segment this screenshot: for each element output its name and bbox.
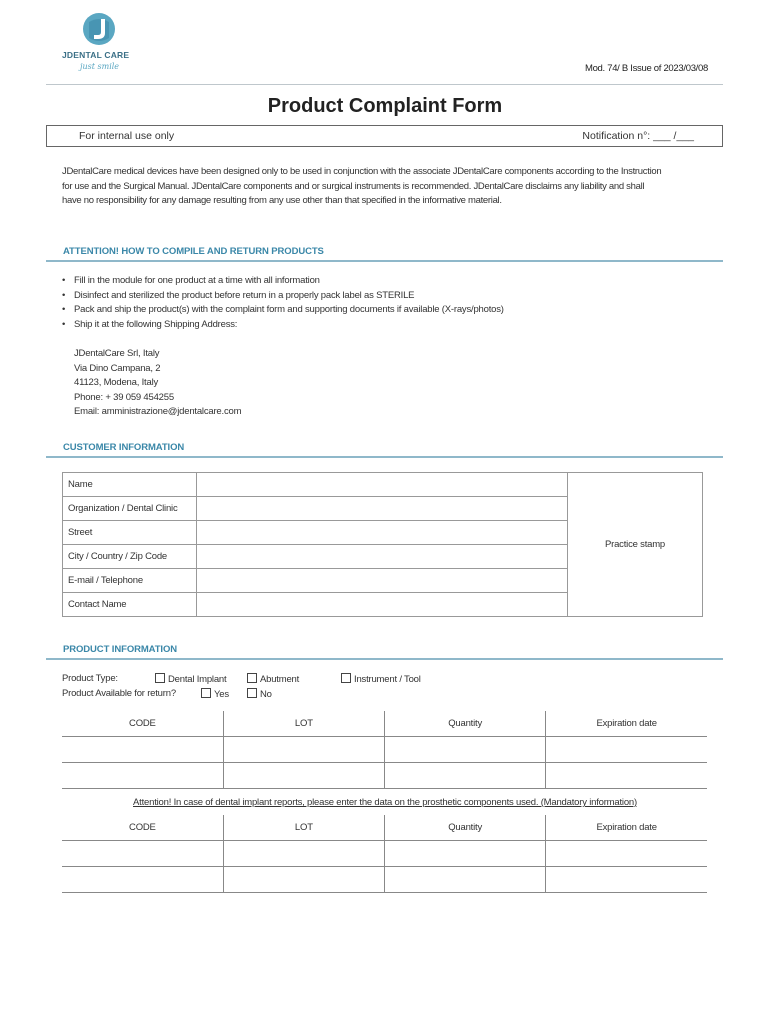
dental-implant-checkbox[interactable]: Dental Implant [155, 673, 226, 685]
abutment-checkbox[interactable]: Abutment [247, 673, 299, 685]
lot-cell[interactable] [223, 841, 384, 867]
header-divider [46, 84, 723, 85]
address-email: Email: amministrazione@jdentalcare.com [74, 406, 242, 418]
prosthetic-code-table [62, 815, 707, 893]
quantity-cell[interactable] [385, 867, 546, 893]
intro-paragraph: JDentalCare medical devices have been designed only to be used in conjunction with the associate JDentalCare components according to the Instruction for use and the Surgical Manual. JDentalCare components and or surgical instruments is recommended. JDentalCare disclaims any liability and shall have no responsibility for any damage resulting from any use other than that specified in the informative material. [62, 166, 662, 207]
list-item: • Fill in the module for one product at a time with all information [62, 274, 504, 289]
jdental-logo-icon [81, 12, 117, 46]
howto-section-title: ATTENTION! HOW TO COMPILE AND RETURN PRODUCTS [63, 246, 324, 257]
brand-tagline: just smile [80, 62, 120, 71]
field-label-contact: Contact Name [63, 593, 197, 617]
address-street: Via Dino Campana, 2 [74, 362, 161, 374]
lot-cell[interactable] [223, 867, 384, 893]
product-section-title: PRODUCT INFORMATION [63, 644, 178, 655]
code-cell[interactable] [62, 841, 223, 867]
table-row [62, 841, 707, 867]
list-item: • Ship it at the following Shipping Address: [62, 318, 504, 333]
organization-field[interactable] [197, 497, 568, 521]
address-city: 41123, Modena, Italy [74, 377, 159, 389]
product-type-label: Product Type: [62, 673, 118, 684]
document-code: Mod. 74/ B Issue of 2023/03/08 [584, 63, 708, 74]
checkbox-icon [247, 673, 257, 683]
lot-cell[interactable] [223, 737, 384, 763]
internal-use-label: For internal use only [79, 130, 175, 142]
instrument-tool-checkbox[interactable]: Instrument / Tool [341, 673, 421, 685]
customer-section-divider [46, 456, 723, 458]
brand-name: JDENTAL CARE [62, 50, 130, 60]
checkbox-icon [341, 673, 351, 683]
expiration-cell[interactable] [546, 763, 707, 789]
howto-steps-list [62, 274, 504, 332]
customer-section-title: CUSTOMER INFORMATION [63, 442, 185, 453]
expiration-cell[interactable] [546, 737, 707, 763]
howto-section-divider [46, 260, 723, 262]
column-header-lot: LOT [223, 815, 384, 841]
table-header-row [62, 815, 707, 841]
code-cell[interactable] [62, 867, 223, 893]
column-header-expiration: Expiration date [546, 711, 707, 737]
practice-stamp-area[interactable]: Practice stamp [568, 473, 703, 617]
field-label-street: Street [63, 521, 197, 545]
column-header-expiration: Expiration date [546, 815, 707, 841]
table-row [62, 867, 707, 893]
table-row [63, 473, 703, 497]
product-section-divider [46, 658, 723, 660]
lot-cell[interactable] [223, 763, 384, 789]
available-for-return-label: Product Available for return? [62, 688, 176, 699]
shipping-address [74, 347, 241, 420]
checkbox-icon [247, 688, 257, 698]
list-item: • Disinfect and sterilized the product before return in a properly pack label as STERILE [62, 289, 504, 304]
column-header-quantity: Quantity [385, 711, 546, 737]
page-title: Product Complaint Form [267, 95, 503, 117]
table-row [62, 763, 707, 789]
available-no-checkbox[interactable]: No [247, 688, 272, 700]
internal-use-box [46, 125, 723, 147]
email-telephone-field[interactable] [197, 569, 568, 593]
product-code-table [62, 711, 707, 789]
code-cell[interactable] [62, 763, 223, 789]
list-item: • Pack and ship the product(s) with the complaint form and supporting documents if available (X-rays/photos) [62, 303, 504, 318]
city-country-zip-field[interactable] [197, 545, 568, 569]
expiration-cell[interactable] [546, 867, 707, 893]
available-yes-checkbox[interactable]: Yes [201, 688, 229, 700]
company-logo [58, 12, 148, 76]
code-cell[interactable] [62, 737, 223, 763]
expiration-cell[interactable] [546, 841, 707, 867]
column-header-code: CODE [62, 815, 223, 841]
quantity-cell[interactable] [385, 763, 546, 789]
quantity-cell[interactable] [385, 737, 546, 763]
column-header-quantity: Quantity [385, 815, 546, 841]
name-field[interactable] [197, 473, 568, 497]
notification-number-field[interactable]: Notification n°: ___ /___ [582, 130, 694, 142]
table-header-row [62, 711, 707, 737]
contact-name-field[interactable] [197, 593, 568, 617]
quantity-cell[interactable] [385, 841, 546, 867]
field-label-email: E-mail / Telephone [63, 569, 197, 593]
checkbox-icon [155, 673, 165, 683]
column-header-code: CODE [62, 711, 223, 737]
address-company: JDentalCare Srl, Italy [74, 348, 160, 359]
field-label-city: City / Country / Zip Code [63, 545, 197, 569]
checkbox-icon [201, 688, 211, 698]
street-field[interactable] [197, 521, 568, 545]
address-phone: Phone: + 39 059 454255 [74, 391, 174, 403]
customer-info-table [62, 472, 703, 617]
column-header-lot: LOT [223, 711, 384, 737]
prosthetic-components-notice: Attention! In case of dental implant reports, please enter the data on the prosthetic components used. (Mandatory information) [133, 797, 637, 808]
field-label-name: Name [63, 473, 197, 497]
table-row [62, 737, 707, 763]
field-label-organization: Organization / Dental Clinic [63, 497, 197, 521]
